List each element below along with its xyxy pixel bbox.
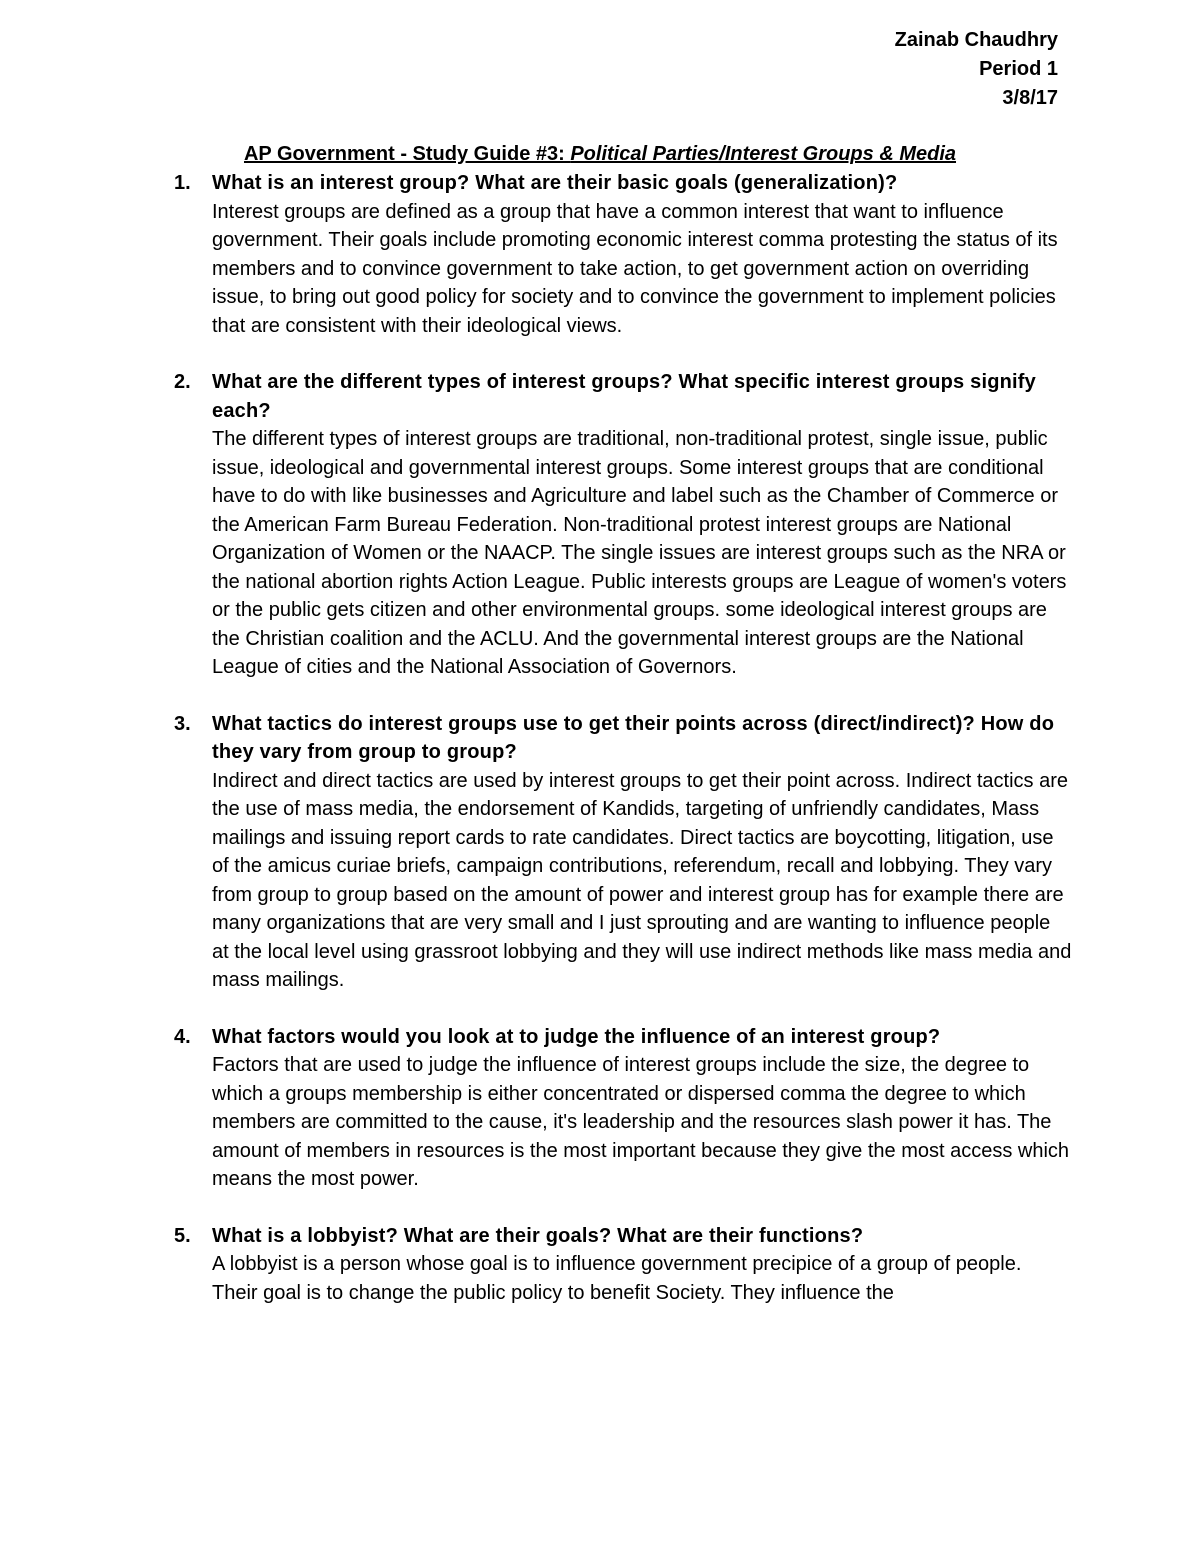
question-text: What is a lobbyist? What are their goals? What are their functions? xyxy=(212,1224,864,1247)
question-text: What tactics do interest groups use to get their points across (direct/indirect)? How do they vary from group to group? xyxy=(212,712,1055,763)
question-number: 4. xyxy=(174,1025,191,1048)
question-item-2 xyxy=(174,368,1072,682)
question-number: 2. xyxy=(174,371,191,393)
answer-text: A lobbyist is a person whose goal is to influence government precipice of a group of people. Their goal is to change the public policy to benefit Society. They influence the xyxy=(212,1253,1022,1304)
question-number: 1. xyxy=(174,172,191,194)
student-name: Zainab Chaudhry xyxy=(894,29,1058,51)
page-title xyxy=(0,140,1200,169)
answer-text: Interest groups are defined as a group that have a common interest that want to influence government. Their goals include promoting economic interest comma protesting the status of its members and to convince government to take action, to get government action on overriding issue, to bring out good policy for society and to convince the government to implement policies that are consistent with their ideological views. xyxy=(212,200,1058,337)
question-text: What is an interest group? What are their basic goals (generalization)? xyxy=(212,172,898,194)
question-item-3 xyxy=(174,710,1072,995)
document-date: 3/8/17 xyxy=(1002,87,1058,109)
question-item-1 xyxy=(174,169,1072,340)
title-main: AP Government - Study Guide #3: xyxy=(243,143,571,165)
answer-text: Indirect and direct tactics are used by interest groups to get their point across. Indirect tactics are the use of mass media, the endorsement of Kandids, targeting of unfriendly candidates, Mass mailings and issuing report cards to rate candidates. Direct tactics are boycotting, litigation, use of the amicus curiae briefs, campaign contributions, referendum, recall and lobbying. They vary from group to group based on the amount of power and interest group has for example there are many organizations that are very small and I just sprouting and are wanting to influence people at the local level using grassroot lobbying and they will use indirect methods like mass media and mass mailings. xyxy=(212,769,1072,991)
question-list xyxy=(174,169,1072,1335)
question-text: What are the different types of interest groups? What specific interest groups signify each? xyxy=(212,371,1036,422)
class-period: Period 1 xyxy=(979,58,1058,80)
question-number: 3. xyxy=(174,712,191,735)
question-item-5 xyxy=(174,1222,1072,1308)
answer-text: The different types of interest groups are traditional, non-traditional protest, single issue, public issue, ideological and governmental interest groups. Some interest groups that are conditional have to do with like businesses and Agriculture and label such as the Chamber of Commerce or the American Farm Bureau Federation. Non-traditional protest interest groups are National Organization of Women or the NAACP. The single issues are interest groups such as the NRA or the national abortion rights Action League. Public interests groups are League of women's voters or the public gets citizen and other environmental groups. some ideological interest groups are the Christian coalition and the ACLU. And the governmental interest groups are the National League of cities and the National Association of Governors. xyxy=(212,428,1067,678)
question-item-4 xyxy=(174,1023,1072,1194)
answer-text: Factors that are used to judge the influence of interest groups include the size, the degree to which a groups membership is either concentrated or dispersed comma the degree to which members are committed to the cause, it's leadership and the resources slash power it has. The amount of members in resources is the most important because they give the most access which means the most power. xyxy=(212,1054,1070,1190)
question-text: What factors would you look at to judge the influence of an interest group? xyxy=(212,1025,941,1048)
header-block xyxy=(895,26,1058,113)
title-subtitle: Political Parties/Interest Groups & Media xyxy=(570,143,957,165)
question-number: 5. xyxy=(174,1224,191,1247)
